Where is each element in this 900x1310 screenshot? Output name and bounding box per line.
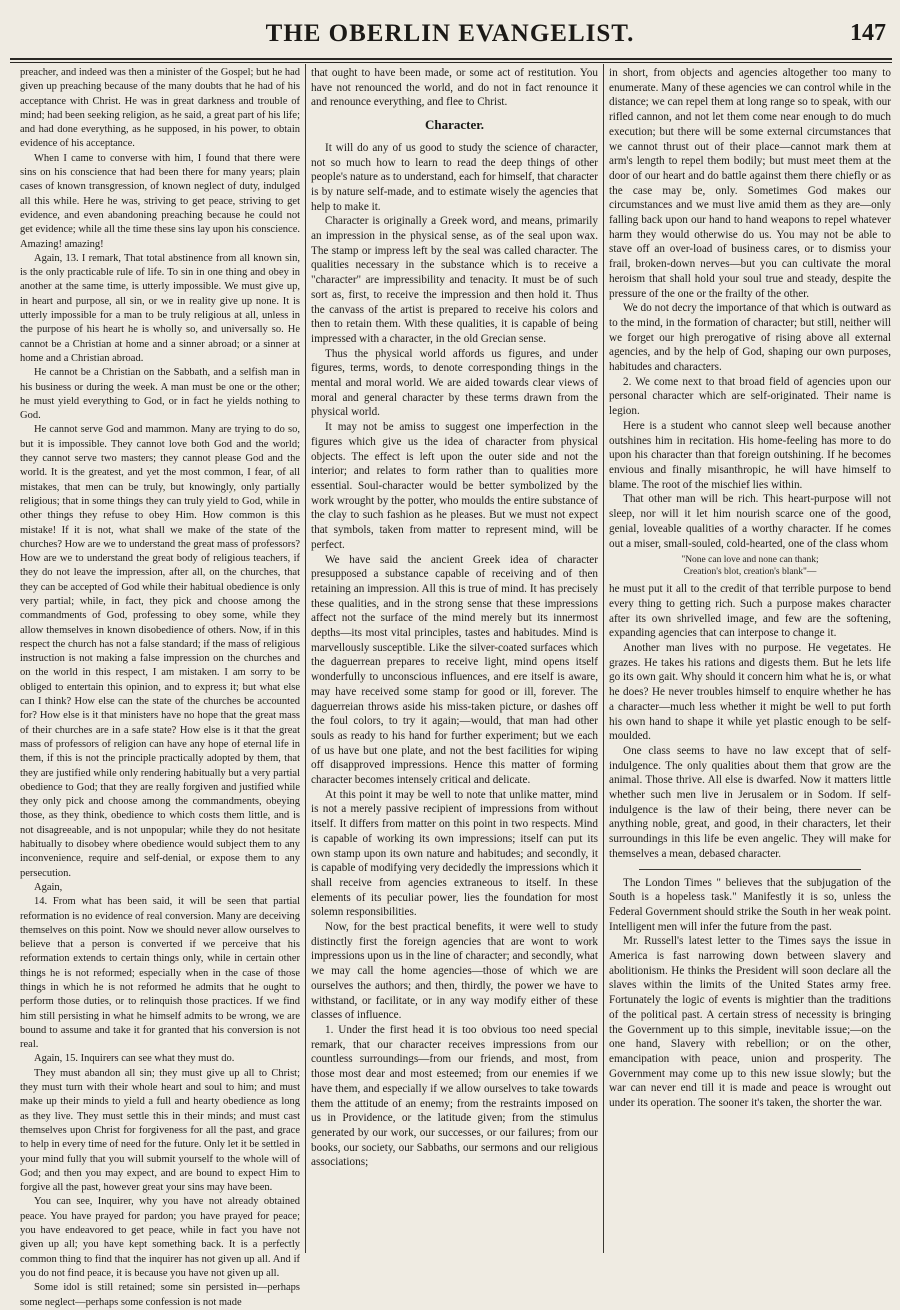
column-1-paragraph: Some idol is still retained; some sin persisted in—perhaps some neglect—perhaps some confession is not made <box>20 1282 300 1308</box>
column-1-paragraph: preacher, and indeed was then a minister of the Gospel; but he had given up preaching because of the many doubts that he had of his acceptance with Christ. He was in great darkness and trouble of mind; had been seeking religion, as he said, a great part of his life; and had done everything, as he supposed, in his power, to obtain evidence of his acceptance. <box>20 67 300 150</box>
poem-quote <box>609 554 891 578</box>
poem-line: Creation's blot, creation's blank"— <box>683 567 817 578</box>
column-1-paragraph: When I came to converse with him, I found that there were sins on his conscience that had been there for many years; plain cases of known transgression, of known neglect of duty, indulged all this while. Here he was, striving to get peace, striving to get evidence, and even abandoning preaching because he could not get evidence; while all the time these sins lay upon his conscience. Amazing! amazing! <box>20 152 300 250</box>
column-1-paragraph: He cannot serve God and mammon. Many are trying to do so, but it is impossible. They cannot love both God and the world; they cannot serve two masters; they cannot please God and the world. It is the greatest, and yet the most common, I fear, of all mistakes, that men can be truly, but knowingly, only partially religious; that in some things they can truly yield to God, while in other things they refuse to obey Him. How common is this mistake! If it is not, what shall we make of the state of the churches? How are we to understand the great mass of professors? How are we to understand the great body of religious teachers, if they do not leave the impression, after all, on the churches, that they can be accepted of God while their habitual obedience is only very partial; while, in fact, they pick and choose among the commandments of God, professing to obey some, while they allow themselves in known disobedience of others. Now, if in this respect the church has not a false standard; if the mass of religious instruction is not making a false impression on the churches and on the world in this respect, I am mistaken. I am sorry to be obliged to entertain this opinion, and to express it; but what else can I think? How else can the state of the churches be accounted for? How else is it that ministers have no hope that the great mass of their churches are in a safe state? How else is it that the great mass of professors of religion can have any hope of eternal life in them, if this is not the principle practically adopted by them, that they are justified while only rendering habitually but a very partial obedience to God; that they are really forgiven and justified while they only pick and choose among the commandments, obeying those, as they think, obedience to which costs them little, and is not disagreeable, and is not unpopular; while they do not hesitate habitually to disobey where obedience would subject them to any inconvenience, require and self-denial, or expose them to any persecution. <box>20 424 300 879</box>
news-item-london-times: The London Times " believes that the subjugation of the South is a hopeless task." Manifestly it is so, unless the Federal Government should strike the South in her weak point. Intelligent men will infer the future from the past. <box>609 876 891 933</box>
column-2-paragraph: Thus the physical world affords us figures, and under figures, terms, words, to denote corresponding things in the mental and moral world. We are aided towards clear views of moral and general character by these terms drawn from the physical world. <box>311 347 598 419</box>
column-2-lead-paragraph: that ought to have been made, or some act of restitution. You have not renounced the world, and do not in fact renounce it and renounce everything, and flee to Christ. <box>311 67 598 109</box>
column-3-paragraph: he must put it all to the credit of that terrible purpose to bend every thing to getting rich. Such a purpose makes character after its own shrivelled image, and few are the softening, expanding agencies that can interpose to change it. <box>609 583 891 640</box>
column-2-paragraph: At this point it may be well to note that unlike matter, mind is not a merely passive recipient of impressions from without itself. It differs from matter on this point in two respects. Mind is capable of working its own impressions; itself can put its own stamp upon its own nature and habitudes; and secondly, it is capable of modifying very decidedly the impressions which it shall receive from agencies extraneous to itself. In these elements of its peculiar power, lies the foundation for most solemn responsibilities. <box>311 788 598 919</box>
news-item-russell-letter: Mr. Russell's latest letter to the Times says the issue in America is fast narrowing down between slavery and abolitionism. He thinks the President will soon declare all the slaves within the limits of the United States army free. Fortunately the logic of events is mightier than the traditions of the political past. A certain stress of necessity is bringing the Government up to this simple, inevitable issue;—on the one hand, Slavery with rebellion; or on the other, emancipation with peace, union and prosperity. The Government may come up to this new issue slowly; but the war can never end till it is made and peace is wrought out under its operation. The sooner it's taken, the shorter the war. <box>609 935 891 1110</box>
column-1-paragraph: Again, <box>34 881 63 893</box>
column-3-paragraph: Another man lives with no purpose. He vegetates. He grazes. He takes his rations and digests them. But he lets life go its own gait. Why should it concern him what he is, or what he does? He never troubles himself to enquire whether he has a character—much less whether it might be well to put forth his own hand to shape it while yet plastic enough to be self-moulded. <box>609 642 891 743</box>
column-2-paragraph: 1. Under the first head it is too obvious too need special remark, that our character receives impressions from our countless surroundings—from our friends, and most, from those most dear and most esteemed; from our enemies if we have them, and especially if we allow ourselves to take towards them the attitude of an enemy; from the restraints imposed on us in Providence, or the latitude given; from the stimulus generated by our work, our successes, or our failures; from our books, our society, our Sabbaths, our sermons and our religious associations; <box>311 1024 598 1169</box>
column-3-paragraph: Here is a student who cannot sleep well because another outshines him in recitation. His home-feeling has more to do upon his character than that foreign outshining. If he becomes envious and finally misanthropic, he will have himself to blame. The root of the mischief lies within. <box>609 419 891 491</box>
column-1-paragraph: He cannot be a Christian on the Sabbath, and a selfish man in his business or during the week. A man must be one or the other; he must yield everything to God, or in fact he yields nothing to God. <box>20 367 300 422</box>
column-2-paragraph: It will do any of us good to study the science of character, not so much how to learn to read the deep things of other people's nature as to understand, each for himself, that character is by nature self-made, and to estimate wisely the agencies that help to make it. <box>311 141 598 213</box>
column-3 <box>609 66 891 1255</box>
page-number: 147 <box>850 20 886 46</box>
column-3-paragraph: One class seems to have no law except that of self-indulgence. The only qualities about them that grow are the animal. Those thrive. All else is dwarfed. Now it matters little whether such men live in Jerusalem or in Sodom. If self-indulgence is the law of their being, there never can be anything noble, great, and good, in their characters, let their surroundings in this life be even angelic. They will make for themselves a mean, debased character. <box>609 744 891 860</box>
column-2-paragraph: It may not be amiss to suggest one imperfection in the figures which give us the idea of character from physical objects. The effect is left upon the outer side and not the interior; and relates to form rather than to qualities more essential. Soul-character would be better symbolized by the work wrought by the potter, who moulds the entire substance of the clay to such fashion as he pleases. But we must not expect that symbols, taken from matter to represent mind, will be perfect. <box>311 421 598 551</box>
column-1 <box>20 66 300 1308</box>
column-1-paragraph: You can see, Inquirer, why you have not already obtained peace. You have prayed for pardon; you have prayed for peace; you have endeavored to get peace, while in fact you have not given up all; you have kept something back. It is a perfectly common thing to find that the inquirer has not given up all. And if you do not find peace, it is because you have not given up all. <box>20 1196 300 1279</box>
masthead <box>0 0 900 58</box>
column-3-paragraph: We do not decry the importance of that which is outward as to the mind, in the formation of character; but still, neither will we forget our high prerogative of rising above all external agencies, and by the help of God, shaping our own purposes, habitudes and characters. <box>609 302 891 374</box>
column-3-paragraph: 2. We come next to that broad field of agencies upon our personal character which are self-originated. Their name is legion. <box>609 375 891 418</box>
masthead-rule-thin <box>10 62 892 63</box>
column-1-paragraph: Again, 13. I remark, That total abstinence from all known sin, is the only practicable rule of life. To sin in one thing and obey in another at the same time, is utterly impossible. We must give up, in heart and purpose, all sin, or we in reality give up none. It is utterly impossible for a man to be truly religious at all, unless in the purpose of his heart he is wholly so, and universally so. He cannot be a Christian at home and a sinner abroad; or a sinner at home and a Christian abroad. <box>20 252 300 364</box>
newspaper-title: THE OBERLIN EVANGELIST. <box>265 20 635 47</box>
section-separator <box>639 869 861 870</box>
column-1-paragraph: They must abandon all sin; they must give up all to Christ; they must turn with their whole heart and soul to him; and must make up their minds to yield a full and hearty obedience as long as they live. They must settle this in their minds; and must cast themselves upon Christ for forgiveness for all the past, and grace to help in every time of need for the future. Only let it be settled in your mind fully that you will submit yourself to the whole will of God; and then you may expect, and are bound to expect Him to forgive all the past, however great your sins may have been. <box>20 1067 300 1194</box>
article-heading-character: Character. <box>424 117 485 133</box>
column-divider-2 <box>603 64 604 1253</box>
poem-line: "None can love and none can thank; <box>681 555 819 566</box>
masthead-rule <box>10 58 892 60</box>
column-1-paragraph: Again, 15. Inquirers can see what they must do. <box>34 1053 235 1065</box>
column-1-paragraph: 14. From what has been said, it will be seen that partial reformation is no evidence of real conversion. Many are deceiving themselves on this point. Now we should never allow ourselves to believe that a person is converted if we perceive that his reformation extends to certain things only, while in certain other things he is not reformed; especially when in the case of those things in which he is not reformed he admits that he ought to perform those duties, or to relinquish those practices. If we find him still persisting in what he himself admits to be wrong, we are bound to assume and take it for granted that his conversion is not real. <box>20 896 300 1051</box>
column-2-paragraph: Character is originally a Greek word, and means, primarily an impression in the physical sense, as of the seal upon wax. The stamp or impress left by the seal was called character. The qualities necessary in the substance which is to receive a "character" are impressibility and tenacity. It must be of such sort as, first, to receive the impression and then hold it. Thus the canvass of the artist is prepared to receive his colors and then to retain them. With these qualities, it is capable of being impressed with a character, in the old Grecian sense. <box>311 215 598 345</box>
column-divider-1 <box>305 64 306 1253</box>
column-2-paragraph: Now, for the best practical benefits, it were well to study distinctly first the foreign agencies that are wont to work impressions upon us in the line of character; and secondly, what we may call the home agencies—those of which we are ourselves the authors; and then, thirdly, the power we have to withstand, or facilitate, or in any way modify either of these classes of influence. <box>311 921 598 1022</box>
column-3-paragraph: in short, from objects and agencies altogether too many to enumerate. Many of these agencies we can control while in the distance; we can repel them at long range so to speak, with our rifled cannon, and not let them come near enough to do much execution; but there will be some external circumstances that we cannot thrust out of their place—cannot mark them at arm's length to repel them bodily; but must meet them at the door of our heart and do battle against them there chiefly or as the case may be, only. Sometimes God makes our circumstances and we must live amid them as they are—only falling back upon our hand to hand weapons to repel whatever harm they would otherwise do us. You may not be able to stave off an over-load of business cares, or to dismiss your frail, broken-down nerves—but you can cultivate the moral heroism that shall hold your soul true and steady, despite the pressure of the one or the frailty of the other. <box>609 67 891 300</box>
column-3-paragraph: That other man will be rich. This heart-purpose will not sleep, nor will it let him nourish scarce one of the good, genial, loveable qualities of a worthy character. If he comes out a miser, small-souled, cold-hearted, one of the class whom <box>609 493 891 550</box>
column-2 <box>311 66 598 1255</box>
column-2-paragraph: We have said the ancient Greek idea of character presupposed a substance capable of receiving and of then retaining an impression. All this is true of mind. It has precisely these qualities, and in the strong sense that these impressions affect not the surface of the mind merely but its innermost depths—its most vital principles, tastes and habitudes. Mind is marvellously susceptible. Like the silver-coated surfaces which the daguerrean prepares to receive light, mind opens itself wonderfully to unconscious influences, and ere itself is aware, may have received some stamp for good or ill, forever. The daguerreian throws aside his miss-taken picture, or dashes off the foul colors, to try it again;—would, that man had other souls as ready to his hand for further experiment; but we each of us have but one plate, and not the best facilities for wiping off disapproved impressions. Hence this matter of forming character becomes intensely critical and delicate. <box>311 553 598 787</box>
